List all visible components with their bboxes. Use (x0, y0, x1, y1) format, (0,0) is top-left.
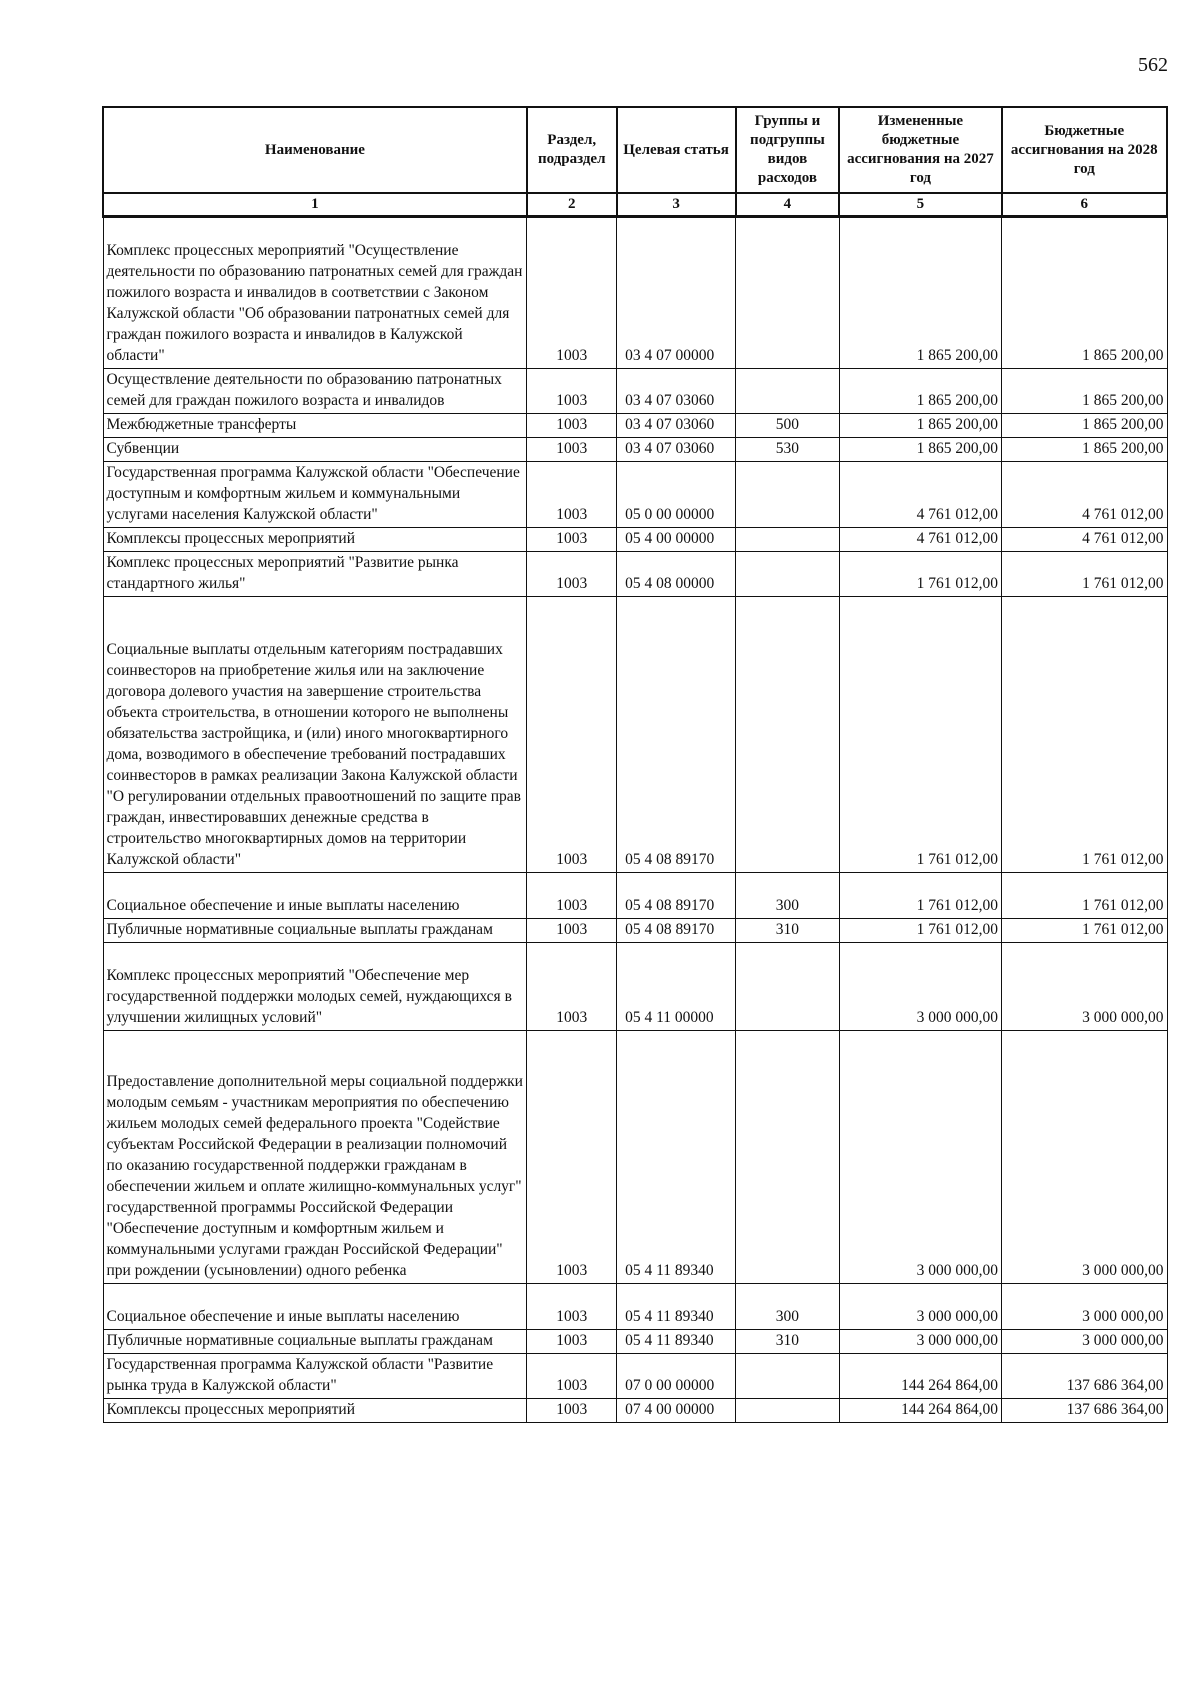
table-row (103, 414, 1167, 438)
row-section: 1003 (527, 1284, 617, 1330)
row-amount-2028: 137 686 364,00 (1002, 1354, 1167, 1399)
row-section: 1003 (527, 552, 617, 597)
table-row (103, 217, 1167, 369)
row-vr (736, 552, 840, 597)
table-row (103, 1284, 1167, 1330)
row-section: 1003 (527, 369, 617, 414)
row-amount-2028: 1 761 012,00 (1002, 597, 1167, 873)
row-amount-2027: 1 865 200,00 (839, 414, 1001, 438)
row-section: 1003 (527, 528, 617, 552)
row-target: 05 4 11 89340 (617, 1284, 736, 1330)
row-name: Государственная программа Калужской области "Развитие рынка труда в Калужской области" (103, 1354, 527, 1399)
row-section: 1003 (527, 943, 617, 1031)
table-row (103, 528, 1167, 552)
row-vr: 530 (736, 438, 840, 462)
row-amount-2027: 1 865 200,00 (839, 217, 1001, 369)
row-section: 1003 (527, 217, 617, 369)
row-name: Комплексы процессных мероприятий (103, 528, 527, 552)
table-row (103, 943, 1167, 1031)
row-target: 05 4 08 89170 (617, 873, 736, 919)
row-amount-2028: 1 761 012,00 (1002, 919, 1167, 943)
page-number: 562 (1138, 54, 1168, 76)
row-amount-2027: 1 761 012,00 (839, 597, 1001, 873)
row-name: Государственная программа Калужской области "Обеспечение доступным и комфортным жильем и коммунальными услугами населения Калужской области" (103, 462, 527, 528)
col-number: 4 (736, 193, 840, 217)
table-row (103, 597, 1167, 873)
row-amount-2028: 3 000 000,00 (1002, 1031, 1167, 1284)
row-amount-2028: 4 761 012,00 (1002, 528, 1167, 552)
row-section: 1003 (527, 1031, 617, 1284)
row-section: 1003 (527, 597, 617, 873)
row-target: 03 4 07 03060 (617, 438, 736, 462)
row-section: 1003 (527, 438, 617, 462)
row-name: Осуществление деятельности по образованию патронатных семей для граждан пожилого возраста и инвалидов (103, 369, 527, 414)
row-section: 1003 (527, 1354, 617, 1399)
row-amount-2027: 3 000 000,00 (839, 1330, 1001, 1354)
row-section: 1003 (527, 1399, 617, 1423)
budget-table (102, 106, 1168, 1423)
row-amount-2028: 1 865 200,00 (1002, 369, 1167, 414)
row-name: Социальное обеспечение и иные выплаты населению (103, 873, 527, 919)
row-vr (736, 943, 840, 1031)
row-vr: 310 (736, 1330, 840, 1354)
row-section: 1003 (527, 873, 617, 919)
row-name: Комплекс процессных мероприятий "Обеспечение мер государственной поддержки молодых семей, нуждающихся в улучшении жилищных условий" (103, 943, 527, 1031)
row-name: Межбюджетные трансферты (103, 414, 527, 438)
row-vr (736, 217, 840, 369)
row-vr (736, 528, 840, 552)
table-row (103, 438, 1167, 462)
header-vr: Группы и подгруппы видов расходов (736, 107, 840, 193)
table-row (103, 1330, 1167, 1354)
col-number: 6 (1002, 193, 1167, 217)
row-target: 03 4 07 03060 (617, 414, 736, 438)
col-number: 1 (103, 193, 527, 217)
row-target: 05 4 11 00000 (617, 943, 736, 1031)
row-amount-2027: 1 761 012,00 (839, 873, 1001, 919)
row-name: Комплекс процессных мероприятий "Развитие рынка стандартного жилья" (103, 552, 527, 597)
table-row (103, 1354, 1167, 1399)
col-number: 5 (839, 193, 1001, 217)
row-vr (736, 597, 840, 873)
row-vr (736, 1399, 840, 1423)
row-target: 05 4 08 89170 (617, 597, 736, 873)
table-row (103, 552, 1167, 597)
header-section: Раздел, подраздел (527, 107, 617, 193)
row-amount-2027: 3 000 000,00 (839, 943, 1001, 1031)
row-target: 07 4 00 00000 (617, 1399, 736, 1423)
row-amount-2028: 3 000 000,00 (1002, 1284, 1167, 1330)
row-name: Социальное обеспечение и иные выплаты населению (103, 1284, 527, 1330)
row-amount-2027: 144 264 864,00 (839, 1399, 1001, 1423)
col-number: 3 (617, 193, 736, 217)
row-vr: 500 (736, 414, 840, 438)
table-row (103, 369, 1167, 414)
table-row (103, 462, 1167, 528)
row-section: 1003 (527, 462, 617, 528)
header-name: Наименование (103, 107, 527, 193)
header-2027: Измененные бюджетные ассигнования на 2027 год (839, 107, 1001, 193)
row-vr: 310 (736, 919, 840, 943)
row-section: 1003 (527, 414, 617, 438)
row-target: 05 4 08 00000 (617, 552, 736, 597)
row-target: 03 4 07 00000 (617, 217, 736, 369)
row-target: 03 4 07 03060 (617, 369, 736, 414)
row-target: 05 4 11 89340 (617, 1031, 736, 1284)
row-name: Публичные нормативные социальные выплаты гражданам (103, 1330, 527, 1354)
row-amount-2028: 3 000 000,00 (1002, 943, 1167, 1031)
row-target: 05 4 11 89340 (617, 1330, 736, 1354)
row-amount-2027: 1 865 200,00 (839, 369, 1001, 414)
row-amount-2028: 1 865 200,00 (1002, 217, 1167, 369)
row-name: Предоставление дополнительной меры социальной поддержки молодым семьям - участникам мероприятия по обеспечению жильем молодых семей федерального проекта "Содействие субъектам Российской Федерации в реализации полномочий по оказанию государственной поддержки гражданам в обеспечении жильем и оплате жилищно-коммунальных услуг" государственной программы Российской Федерации "Обеспечение доступным и комфортным жильем и коммунальными услугами граждан Российской Федерации" при рождении (усыновлении) одного ребенка (103, 1031, 527, 1284)
row-name: Социальные выплаты отдельным категориям пострадавших соинвесторов на приобретение жилья или на заключение договора долевого участия на завершение строительства объекта строительства, в отношении которого не выполнены обязательства застройщика, и (или) иного многоквартирного дома, возводимого в обеспечение требований пострадавших соинвесторов в рамках реализации Закона Калужской области "О регулировании отдельных правоотношений по защите прав граждан, инвестировавших денежные средства в строительство многоквартирных домов на территории Калужской области" (103, 597, 527, 873)
row-vr (736, 1354, 840, 1399)
row-vr (736, 1031, 840, 1284)
row-amount-2028: 1 761 012,00 (1002, 552, 1167, 597)
row-vr (736, 369, 840, 414)
row-vr: 300 (736, 873, 840, 919)
table-row (103, 873, 1167, 919)
row-name: Комплексы процессных мероприятий (103, 1399, 527, 1423)
row-amount-2028: 1 761 012,00 (1002, 873, 1167, 919)
row-target: 07 0 00 00000 (617, 1354, 736, 1399)
row-section: 1003 (527, 919, 617, 943)
row-amount-2027: 3 000 000,00 (839, 1284, 1001, 1330)
row-amount-2027: 1 761 012,00 (839, 552, 1001, 597)
row-target: 05 4 00 00000 (617, 528, 736, 552)
col-number: 2 (527, 193, 617, 217)
row-target: 05 0 00 00000 (617, 462, 736, 528)
table-row (103, 1399, 1167, 1423)
table-row (103, 1031, 1167, 1284)
row-amount-2028: 137 686 364,00 (1002, 1399, 1167, 1423)
row-amount-2028: 1 865 200,00 (1002, 438, 1167, 462)
row-section: 1003 (527, 1330, 617, 1354)
row-target: 05 4 08 89170 (617, 919, 736, 943)
row-amount-2028: 1 865 200,00 (1002, 414, 1167, 438)
row-amount-2027: 144 264 864,00 (839, 1354, 1001, 1399)
header-target: Целевая статья (617, 107, 736, 193)
row-name: Публичные нормативные социальные выплаты гражданам (103, 919, 527, 943)
row-amount-2028: 3 000 000,00 (1002, 1330, 1167, 1354)
row-vr: 300 (736, 1284, 840, 1330)
row-amount-2027: 4 761 012,00 (839, 462, 1001, 528)
row-amount-2027: 3 000 000,00 (839, 1031, 1001, 1284)
row-name: Комплекс процессных мероприятий "Осуществление деятельности по образованию патронатных семей для граждан пожилого возраста и инвалидов в соответствии с Законом Калужской области "Об образовании патронатных семей для граждан пожилого возраста и инвалидов в Калужской области" (103, 217, 527, 369)
row-amount-2027: 4 761 012,00 (839, 528, 1001, 552)
row-amount-2027: 1 865 200,00 (839, 438, 1001, 462)
row-amount-2028: 4 761 012,00 (1002, 462, 1167, 528)
row-vr (736, 462, 840, 528)
row-amount-2027: 1 761 012,00 (839, 919, 1001, 943)
row-name: Субвенции (103, 438, 527, 462)
header-2028: Бюджетные ассигнования на 2028 год (1002, 107, 1167, 193)
table-row (103, 919, 1167, 943)
